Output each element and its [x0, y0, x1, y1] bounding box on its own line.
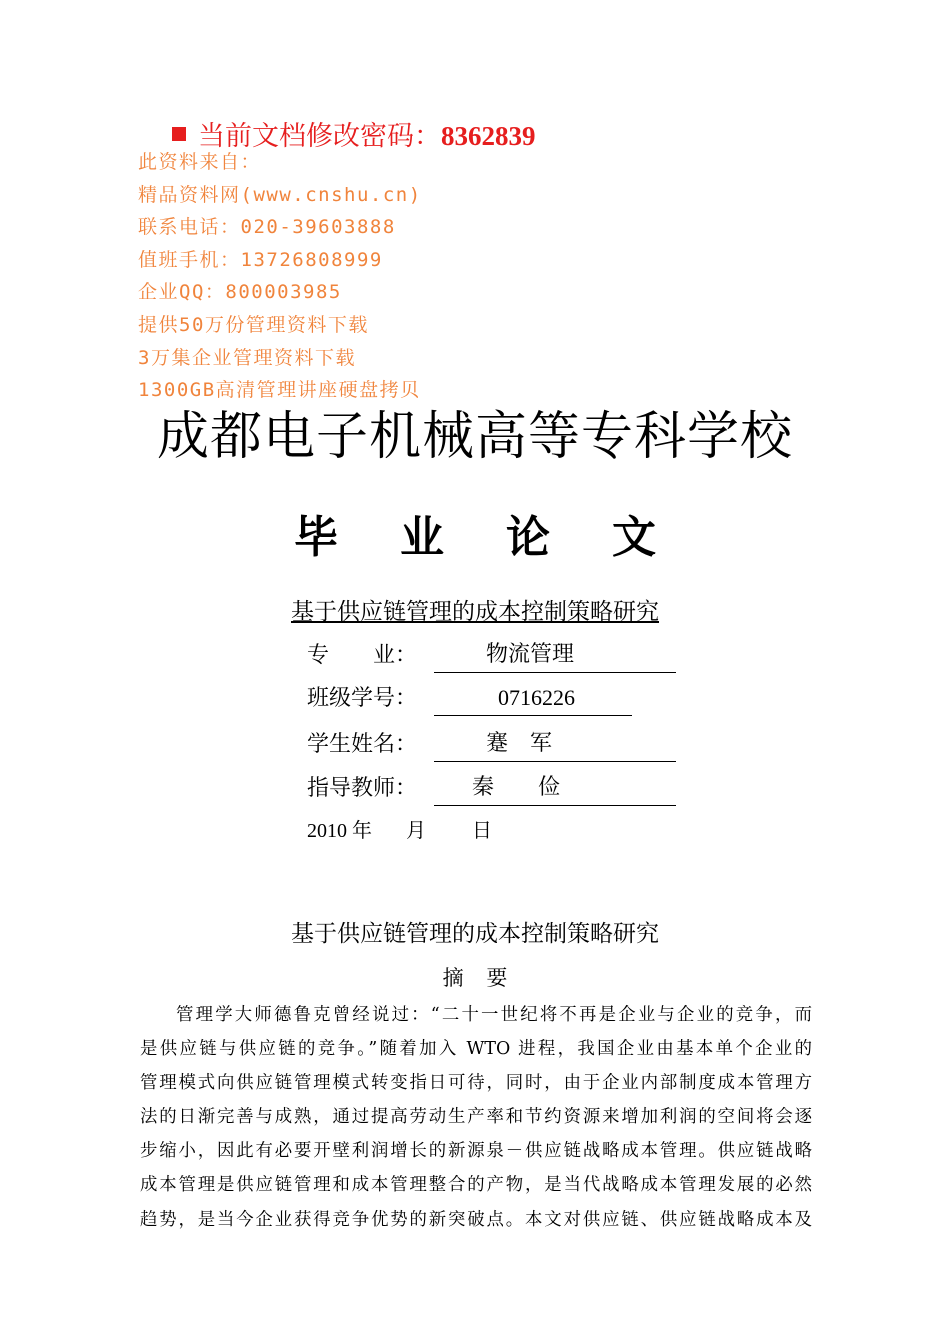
source-line: 联系电话：020-39603888	[138, 216, 396, 239]
thesis-title	[0, 596, 950, 628]
abstract-line: 趋势，是当今企业获得竞争优势的新突破点。本文对供应链、供应链战略成本及	[140, 1209, 812, 1230]
field-value: 0716226	[498, 685, 575, 710]
square-bullet-icon	[172, 127, 186, 141]
abstract-title: 基于供应链管理的成本控制策略研究	[291, 921, 659, 947]
abstract-line: 成本管理是供应链管理和成本管理整合的产物，是当代战略成本管理发展的必然	[140, 1175, 812, 1196]
date-line	[307, 816, 492, 846]
field-class	[307, 681, 575, 717]
field-value-line	[434, 681, 632, 716]
source-line: 提供50万份管理资料下载	[138, 313, 369, 336]
field-label: 学生姓名：	[307, 732, 418, 757]
abstract-body	[140, 998, 812, 1237]
field-value: 蹇 军	[486, 731, 553, 756]
password-label: 当前文档修改密码：	[198, 121, 441, 152]
abstract-line: 管理学大师德鲁克曾经说过：“二十一世纪将不再是企业与企业的竞争，而	[176, 1005, 812, 1025]
abstract-line: 管理模式向供应链管理模式转变指日可待，同时，由于企业内部制度成本管理方	[140, 1073, 812, 1094]
date-year: 2010 年	[307, 820, 372, 842]
date-month: 月	[406, 820, 426, 842]
field-value: 秦 俭	[472, 775, 561, 800]
password-code: 8362839	[441, 121, 536, 151]
source-line: 3万集企业管理资料下载	[138, 346, 356, 369]
school-name: 成都电子机械高等专科学校	[156, 407, 793, 467]
date-day: 日	[472, 820, 492, 842]
field-value: 物流管理	[486, 642, 575, 667]
abstract-line: 法的日渐完善与成熟，通过提高劳动生产率和节约资源来增加利润的空间将会逐	[140, 1107, 812, 1128]
thesis-label: 毕业论文	[294, 512, 718, 563]
source-line: 精品资料网(www.cnshu.cn)	[138, 183, 422, 206]
source-line: 此资料来自：	[138, 151, 262, 173]
field-advisor	[307, 771, 561, 807]
source-line: 1300GB高清管理讲座硬盘拷贝	[138, 379, 421, 402]
source-line: 企业QQ：800003985	[138, 281, 342, 304]
field-value-line	[434, 638, 676, 673]
source-info-block	[138, 146, 422, 407]
field-name	[307, 727, 553, 763]
field-label: 班级学号：	[307, 686, 418, 711]
field-value-line	[434, 727, 676, 762]
abstract-line: 步缩小，因此有必要开壁利润增长的新源泉－供应链战略成本管理。供应链战略	[140, 1141, 812, 1162]
field-value-line	[434, 771, 676, 806]
source-line: 值班手机：13726808999	[138, 248, 383, 271]
field-major	[307, 638, 575, 674]
abstract-line: 是供应链与供应链的竞争。”随着加入 WTO 进程，我国企业由基本单个企业的	[140, 1039, 812, 1060]
field-label: 指导教师：	[307, 776, 418, 801]
field-label: 专 业：	[307, 643, 418, 668]
abstract-heading: 摘 要	[442, 966, 516, 990]
thesis-title-text: 基于供应链管理的成本控制策略研究	[291, 599, 659, 625]
